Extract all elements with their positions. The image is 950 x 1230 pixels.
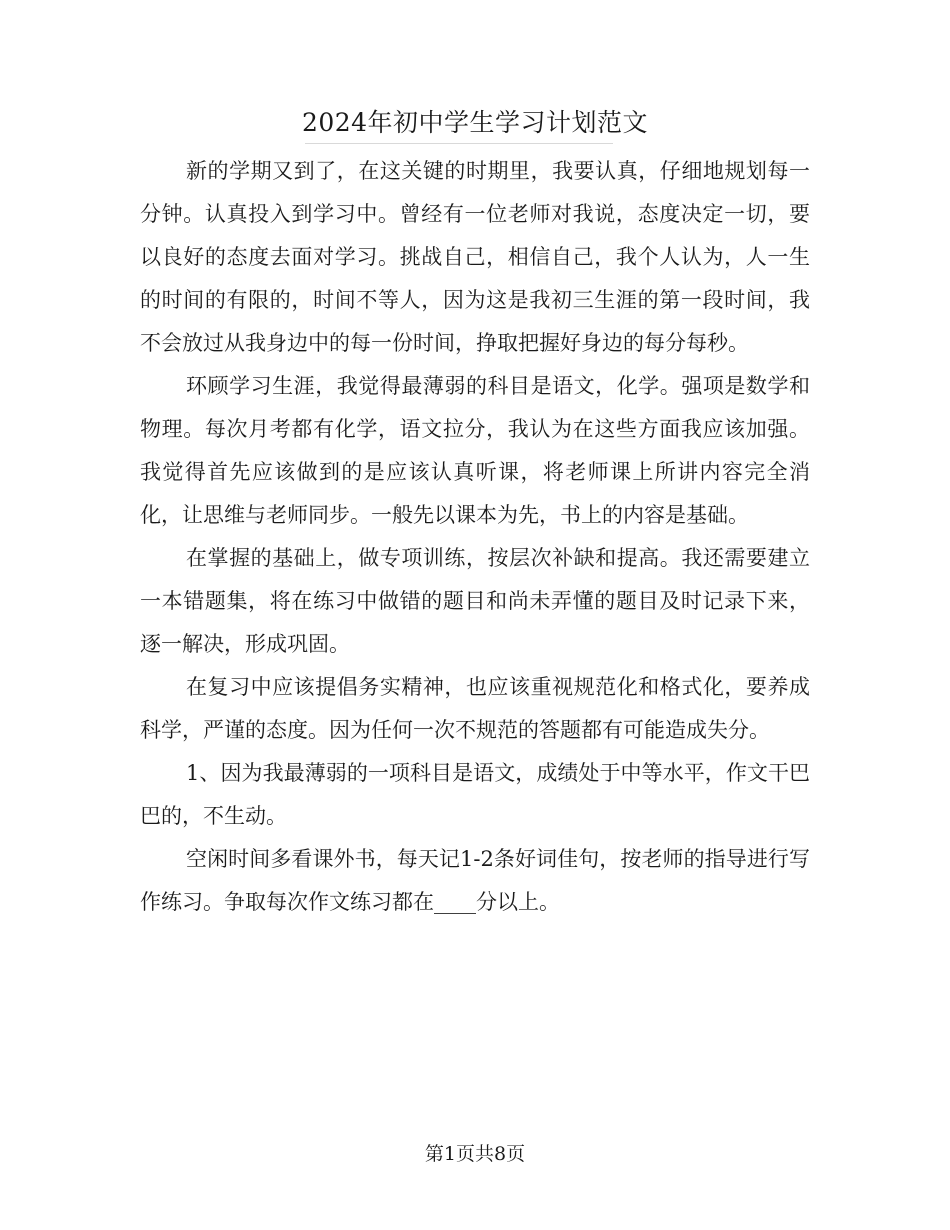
paragraph-2: 环顾学习生涯，我觉得最薄弱的科目是语文，化学。强项是数学和物理。每次月考都有化学，语文拉分，我认为在这些方面我应该加强。我觉得首先应该做到的是应该认真听课，将老师课上所讲内容完全消化，让思维与老师同步。一般先以课本为先，书上的内容是基础。 (140, 374, 810, 527)
paragraph-3: 在掌握的基础上，做专项训练，按层次补缺和提高。我还需要建立一本错题集，将在练习中做错的题目和尚未弄懂的题目及时记录下来，逐一解决，形成巩固。 (140, 546, 810, 656)
document-title: 2024年初中学生学习计划范文 (301, 108, 649, 137)
paragraph-4: 在复习中应该提倡务实精神，也应该重视规范化和格式化，要养成科学，严谨的态度。因为任何一次不规范的答题都有可能造成失分。 (140, 675, 810, 742)
page-number-footer: 第1页共8页 (424, 1143, 526, 1165)
document-body (140, 150, 810, 924)
title-underline (305, 143, 613, 144)
paragraph-5: 1、因为我最薄弱的一项科目是语文，成绩处于中等水平，作文干巴巴的，不生动。 (140, 761, 810, 828)
paragraph-1: 新的学期又到了，在这关键的时期里，我要认真，仔细地规划每一分钟。认真投入到学习中。曾经有一位老师对我说，态度决定一切，要以良好的态度去面对学习。挑战自己，相信自己，我个人认为，人一生的时间的有限的，时间不等人，因为这是我初三生涯的第一段时间，我不会放过从我身边中的每一份时间，挣取把握好身边的每分每秒。 (140, 159, 810, 355)
paragraph-6: 空闲时间多看课外书，每天记1-2条好词佳句，按老师的指导进行写作练习。争取每次作文练习都在____分以上。 (140, 847, 810, 914)
